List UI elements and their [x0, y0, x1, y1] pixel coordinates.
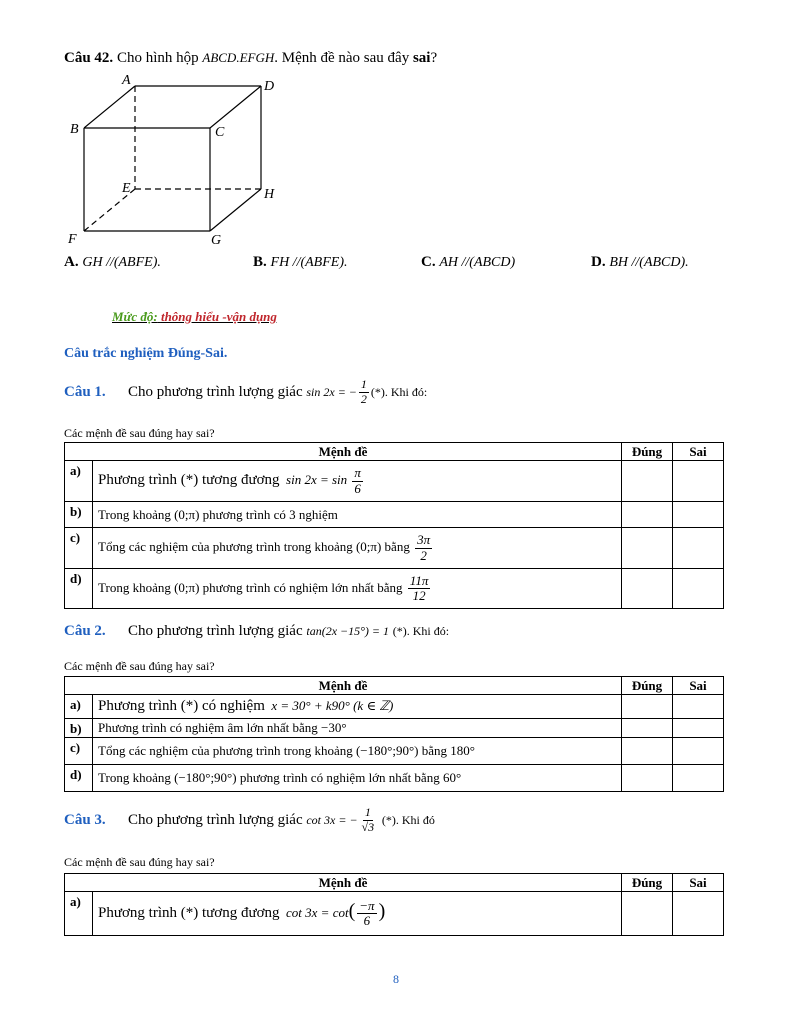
- q3-note: Các mệnh đề sau đúng hay sai?: [64, 855, 215, 869]
- label-F: F: [68, 232, 77, 247]
- false-cell[interactable]: [673, 461, 724, 502]
- cube-figure: [60, 68, 290, 248]
- label-C: C: [215, 125, 225, 140]
- false-cell[interactable]: [673, 892, 724, 936]
- option-d: D. BH //(ABCD).: [591, 254, 689, 270]
- q1-note: Các mệnh đề sau đúng hay sai?: [64, 426, 215, 440]
- label-D: D: [264, 79, 275, 94]
- table-row: a) Phương trình (*) tương đương sin 2x = sin $\frac{\pi}{6}$: [65, 461, 724, 502]
- false-cell[interactable]: [673, 695, 724, 719]
- header-statement: Mệnh đề: [65, 874, 622, 892]
- option-a: A. GH //(ABFE).: [64, 254, 161, 270]
- true-cell[interactable]: [622, 765, 673, 792]
- q2-note: Các mệnh đề sau đúng hay sai?: [64, 659, 215, 673]
- table-row: b) Phương trình có nghiệm âm lớn nhất bằng −30°: [65, 719, 724, 738]
- label-H: H: [264, 187, 275, 202]
- header-statement: Mệnh đề: [65, 677, 622, 695]
- false-cell[interactable]: [673, 528, 724, 569]
- q2-table: [64, 676, 724, 792]
- header-statement: Mệnh đề: [65, 443, 622, 461]
- header-true: Đúng: [622, 677, 673, 695]
- true-cell[interactable]: [622, 569, 673, 609]
- q1-table: [64, 442, 724, 609]
- false-cell[interactable]: [673, 502, 724, 528]
- section-title: Câu trắc nghiệm Đúng-Sai.: [64, 346, 228, 361]
- false-cell[interactable]: [673, 719, 724, 738]
- page-number: 8: [393, 972, 399, 986]
- true-cell[interactable]: [622, 892, 673, 936]
- header-false: Sai: [673, 874, 724, 892]
- table-row: c) Tổng các nghiệm của phương trình trong khoảng (0;π) bằng $\frac{3\pi}{2}$: [65, 528, 724, 569]
- table-row: d) Trong khoảng (−180°;90°) phương trình có nghiệm lớn nhất bằng 60°: [65, 765, 724, 792]
- level-heading: Mức độ: thông hiểu -vận dụng: [112, 309, 277, 324]
- header-true: Đúng: [622, 443, 673, 461]
- label-A: A: [122, 73, 131, 88]
- true-cell[interactable]: [622, 502, 673, 528]
- header-false: Sai: [673, 443, 724, 461]
- true-cell[interactable]: [622, 719, 673, 738]
- label-G: G: [211, 233, 222, 248]
- table-row: a) Phương trình (*) tương đương cot 3x = cot( $\frac{-\pi}{6}$ ): [65, 892, 724, 936]
- option-c: C. AH //(ABCD): [421, 254, 516, 270]
- option-b: B. FH //(ABFE).: [253, 254, 348, 270]
- table-row: c) Tổng các nghiệm của phương trình trong khoảng (−180°;90°) bằng 180°: [65, 738, 724, 765]
- q1-statement: Câu 1. Cho phương trình lượng giác sin 2x = − $\frac{1}{2}$ (*). Khi đó:: [64, 377, 428, 406]
- table-row: d) Trong khoảng (0;π) phương trình có nghiệm lớn nhất bằng $\frac{11\pi}{12}$: [65, 569, 724, 609]
- true-cell[interactable]: [622, 695, 673, 719]
- false-cell[interactable]: [673, 738, 724, 765]
- q42-statement: Câu 42. Cho hình hộp ABCD.EFGH. Mệnh đề nào sau đây sai?: [64, 50, 438, 66]
- q2-statement: Câu 2. Cho phương trình lượng giác tan(2x −15°) = 1 (*). Khi đó:: [64, 622, 450, 639]
- false-cell[interactable]: [673, 569, 724, 609]
- header-false: Sai: [673, 677, 724, 695]
- q3-table: [64, 873, 724, 936]
- false-cell[interactable]: [673, 765, 724, 792]
- label-E: E: [122, 181, 131, 196]
- table-row: b) Trong khoảng (0;π) phương trình có 3 nghiệm: [65, 502, 724, 528]
- label-B: B: [70, 122, 79, 137]
- true-cell[interactable]: [622, 738, 673, 765]
- true-cell[interactable]: [622, 528, 673, 569]
- q3-statement: Câu 3. Cho phương trình lượng giác cot 3x = − $\frac{1}{√3}$ (*). Khi đó: [64, 805, 435, 834]
- true-cell[interactable]: [622, 461, 673, 502]
- header-true: Đúng: [622, 874, 673, 892]
- table-row: a) Phương trình (*) có nghiệm x = 30° + k90° (k ∈ ℤ): [65, 695, 724, 719]
